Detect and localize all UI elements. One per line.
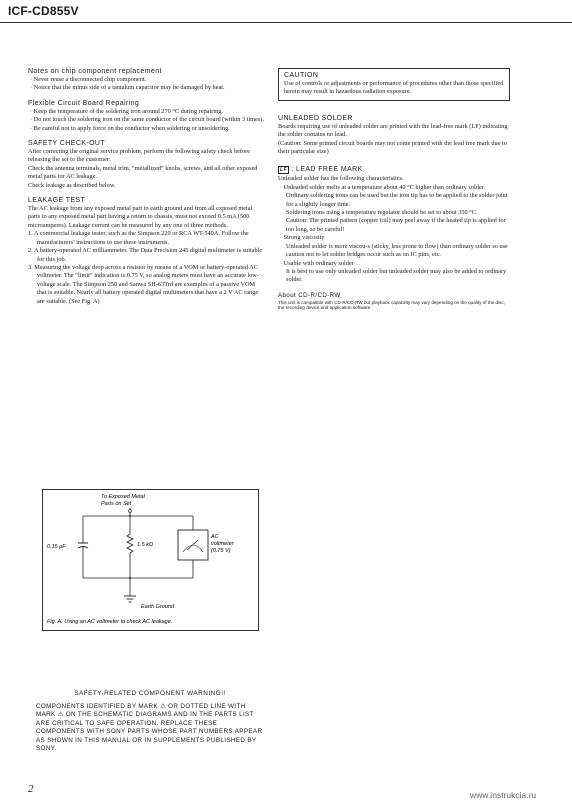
- safety-section: [28, 140, 266, 190]
- unleaded-title: UNLEADED SOLDER: [278, 114, 353, 122]
- leadfree-subtext: Unleaded solder is more viscou-s (sticky, less prone to flow) than ordinary solder so use caution not to let solder bridges occur such as on IC pins, etc.: [286, 242, 508, 259]
- unleaded-caution: (Caution: Some printed circuit boards may not come printed with the lead free mark due to their particular size): [278, 139, 507, 156]
- cdr-section: [278, 292, 510, 311]
- safety-title: SAFETY CHECK-OUT: [28, 140, 106, 148]
- leak-item: 1. A commercial leakage tester, such as the Simpson 229 or RCA WT-540A. Follow the manufacturers’ instructions to use these instruments.: [28, 230, 249, 246]
- warning-title: SAFETY-RELATED COMPONENT WARNING!!: [74, 690, 226, 697]
- leadfree-item: · Usable with ordinary solder: [280, 259, 354, 267]
- flex-section: [28, 100, 266, 133]
- cdr-text: This unit is compatible with CD-R/CD-RW but playback capability may vary depending on the quality of the disc, the recording device and application software.: [278, 299, 505, 311]
- leadfree-item: · Unleaded solder melts at a temperature about 40 °C higher than ordinary solder.: [280, 183, 486, 191]
- leak-section: [28, 197, 266, 306]
- leadfree-heading: [278, 166, 510, 174]
- flex-item: · Do not touch the soldering iron on the same conductor of the circuit board (within 3 times).: [30, 116, 264, 124]
- safety-text: Check the antenna terminals, metal trim, “metallized” knobs, screws, and all other exposed metal parts for AC leakage.: [28, 164, 258, 181]
- chip-section: [28, 68, 266, 93]
- watermark: www.instrukcia.ru: [470, 790, 537, 800]
- leadfree-subtext: Soldering irons using a temperature regulator should be set to about 350 °C.: [286, 209, 478, 217]
- cdr-title: About CD-R/CD-RW: [278, 291, 341, 299]
- leak-title: LEAKAGE TEST: [28, 197, 86, 205]
- left-column: [28, 68, 266, 306]
- warning-text: COMPONENTS IDENTIFIED BY MARK ⚠ OR DOTTED LINE WITH MARK ⚠ ON THE SCHEMATIC DIAGRAMS AND IN THE PARTS LIST ARE CRITICAL TO SAFE OPERATION. REPLACE THESE COMPONENTS WITH SONY PARTS WHOSE PART NUMBERS APPEAR AS SHOWN IN THIS MANUAL OR IN SUPPLEMENTS PUBLISHED BY SONY.: [36, 703, 263, 753]
- caution-text: Use of controls or adjustments or performance of procedures other than those specified herein may result in hazardous radiation exposure.: [284, 80, 504, 96]
- leadfree-title: : LEAD FREE MARK: [291, 166, 363, 174]
- meter-label: voltmeter: [211, 541, 234, 547]
- leadfree-subtext: Caution: The printed pattern (copper foil) may peel away if the heated tip is applied for too long, so be careful!: [286, 217, 506, 233]
- resistor: [127, 534, 133, 553]
- resistor-label: 1.5 kΩ: [137, 542, 154, 548]
- caution-box: [278, 68, 510, 101]
- meter-label: AC: [211, 534, 219, 540]
- leak-item: 3. Measuring the voltage drop across a resistor by means of a VOM or battery-operated AC voltmeter. The “limit” indication is 0.75 V, so analog meters must have an accurate low-voltage scale. The Simpson 250 and Sanwa SH-63Trd are examples of a passive VOM that is suitable. Nearly all battery operated digital multimeters that have a 2 V AC range are suitable. (See Fig. A): [28, 263, 259, 305]
- chip-title: Notes on chip component replacement: [28, 68, 162, 75]
- flex-title: Flexible Circuit Board Repairing: [28, 99, 140, 107]
- unleaded-text: Boards requiring use of unleaded solder are printed with the lead-free mark (LF) indicating the solder contains no lead.: [278, 122, 508, 139]
- safety-text: Check leakage as described below.: [28, 181, 116, 189]
- model-title: ICF-CD855V: [8, 4, 79, 18]
- fig-label-top: Parts on Set: [101, 501, 132, 507]
- flex-item: · Be careful not to apply force on the conductor when soldering or unsoldering.: [30, 124, 230, 132]
- capacitor-label: 0.15 μF: [47, 544, 66, 550]
- safety-text: After correcting the original service problem, perform the following safety check before releasing the set to the customer:: [28, 148, 251, 164]
- ground-label: Earth Ground: [141, 604, 175, 610]
- meter-scale: [183, 545, 203, 552]
- leadfree-subtext: It is best to use only unleaded solder but unleaded solder may also be added to ordinary solder.: [286, 267, 507, 284]
- safety-warning: [36, 690, 264, 753]
- chip-item: · Never reuse a disconnected chip component.: [30, 76, 147, 83]
- leak-item: 2. A battery-operated AC milliammeter. The Data Precision 245 digital multimeter is suitable for this job.: [28, 247, 263, 263]
- figure-a: [42, 489, 259, 631]
- chip-item: · Notice that the minus side of a tantalum capacitor may be damaged by heat.: [30, 84, 225, 92]
- leadfree-intro: Unleaded solder has the following characteristics.: [278, 175, 404, 183]
- leadfree-subtext: Ordinary soldering irons can be used but the iron tip has to be applied to the solder joint for a slightly longer time.: [286, 192, 508, 208]
- header-rule: [0, 22, 572, 23]
- leadfree-section: [278, 166, 510, 284]
- figure-caption: Fig. A. Using an AC voltmeter to check AC leakage.: [47, 619, 173, 625]
- right-column: [278, 68, 510, 311]
- flex-item: · Keep the temperature of the soldering iron around 270 °C during repairing.: [30, 107, 223, 115]
- leak-text: The AC leakage from any exposed metal part to earth ground and from all exposed metal parts to any exposed metal part having a return to chassis, must not exceed 0.5 mA (500 microamperes). Leakage current can be measured by any one of three methods.: [28, 205, 253, 229]
- fig-label-top: To Exposed Metal: [101, 494, 145, 500]
- lead-free-logo: LF: [280, 167, 287, 174]
- meter-label: (0.75 V): [211, 548, 231, 554]
- leakage-circuit-diagram: [43, 490, 258, 630]
- caution-title: CAUTION: [284, 72, 319, 79]
- unleaded-section: [278, 115, 510, 157]
- leadfree-item: · Strong viscosity: [280, 234, 325, 242]
- terminal: [129, 510, 132, 513]
- page-number: 2: [28, 783, 34, 795]
- meter-needle: [187, 540, 198, 550]
